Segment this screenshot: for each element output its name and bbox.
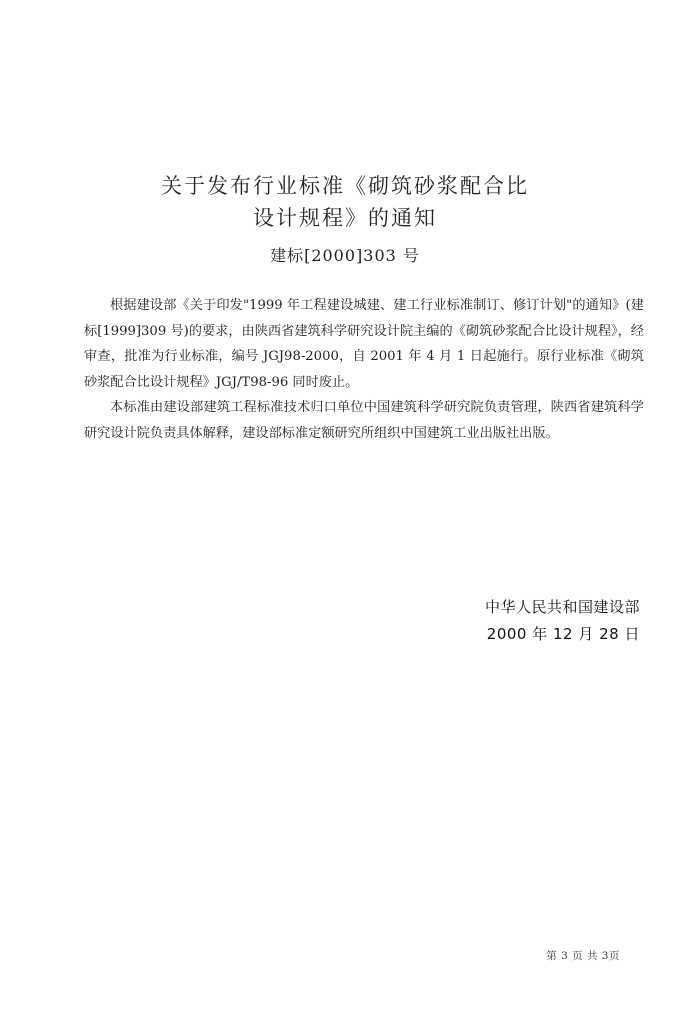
notice-title-line-1: 关于发布行业标准《砌筑砂浆配合比 xyxy=(161,174,529,198)
issue-date: 2000 年 12 月 28 日 xyxy=(486,625,640,643)
notice-title-line-2: 设计规程》的通知 xyxy=(253,206,437,230)
signature-block xyxy=(485,594,640,648)
body-paragraph-2: 本标准由建设部建筑工程标准技术归口单位中国建筑科学研究院负责管理，陕西省建筑科学研究设计院负责具体解释，建设部标准定额研究所组织中国建筑工业出版社出版。 xyxy=(84,400,644,441)
document-number: 建标[2000]303 号 xyxy=(270,246,420,265)
body-paragraph-1: 根据建设部《关于印发"1999 年工程建设城建、建工行业标准制订、修订计划"的通知》(建标[1999]309 号)的要求，由陕西省建筑科学研究设计院主编的《砌筑砂浆配合比设计规程》，经审查，批准为行业标准，编号 JGJ98-2000，自 2001 年 4 月 1 日起施行。原行业标准《砌筑砂浆配合比设计规程》JGJ/T98-96 同时废止。 xyxy=(84,298,644,390)
notice-body xyxy=(84,293,644,446)
page-footer: 第 3 页 共 3页 xyxy=(546,950,620,962)
issuer-name: 中华人民共和国建设部 xyxy=(484,598,640,616)
